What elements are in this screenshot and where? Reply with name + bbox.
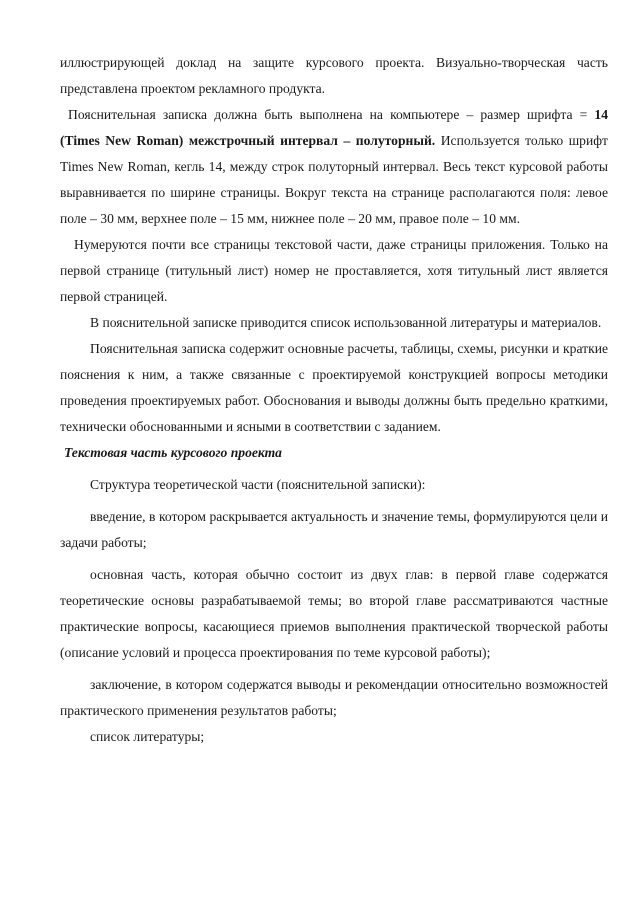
paragraph-page-numbering: Нумеруются почти все страницы текстовой части, даже страницы приложения. Только на первой странице (титульный лист) номер не проставляется, хотя титульный лист является первой страницей. <box>60 237 608 304</box>
list-item-conclusion: заключение, в котором содержатся выводы и рекомендации относительно возможностей практического применения результатов работы; <box>60 677 608 718</box>
formatting-bold-text: 14 (Times New Roman) межстрочный интервал – полуторный. <box>60 107 608 148</box>
list-item-main-part: основная часть, которая обычно состоит из двух глав: в первой главе содержатся теоретические основы разрабатываемой темы; во второй главе рассматриваются частные практические вопросы, касающиеся приемов выполнения практической творческой работы (описание условий и процесса проектирования по теме курсовой работы); <box>60 567 608 660</box>
document-page <box>60 50 608 750</box>
list-item-introduction: введение, в котором раскрывается актуальность и значение темы, формулируются цели и задачи работы; <box>60 509 608 550</box>
paragraph-intro-continuation: иллюстрирующей доклад на защите курсового проекта. Визуально-творческая часть представлена проектом рекламного продукта. <box>60 55 608 96</box>
paragraph-note-contents: Пояснительная записка содержит основные расчеты, таблицы, схемы, рисунки и краткие пояснения к ним, а также связанные с проектируемой конструкцией вопросы методики проведения проектируемых работ. Обоснования и выводы должны быть предельно краткими, технически обоснованными и ясными в соответствии с заданием. <box>60 341 608 434</box>
formatting-lead-text: Пояснительная записка должна быть выполнена на компьютере – размер шрифта = <box>68 107 595 122</box>
paragraph-literature-list: В пояснительной записке приводится список использованной литературы и материалов. <box>90 315 602 330</box>
paragraph-formatting-requirements <box>60 102 608 232</box>
list-item-bibliography: список литературы; <box>90 729 205 744</box>
paragraph-structure-intro: Структура теоретической части (пояснительной записки): <box>90 477 426 492</box>
section-heading: Текстовая часть курсового проекта <box>64 445 282 460</box>
formatting-rest-text: Используется только шрифт Times New Roman, кегль 14, между строк полуторный интервал. Весь текст курсовой работы выравнивается по ширине страницы. Вокруг текста на странице располагаются поля: левое поле – 30 мм, верхнее поле – 15 мм, нижнее поле – 20 мм, правое поле – 10 мм. <box>60 133 608 226</box>
